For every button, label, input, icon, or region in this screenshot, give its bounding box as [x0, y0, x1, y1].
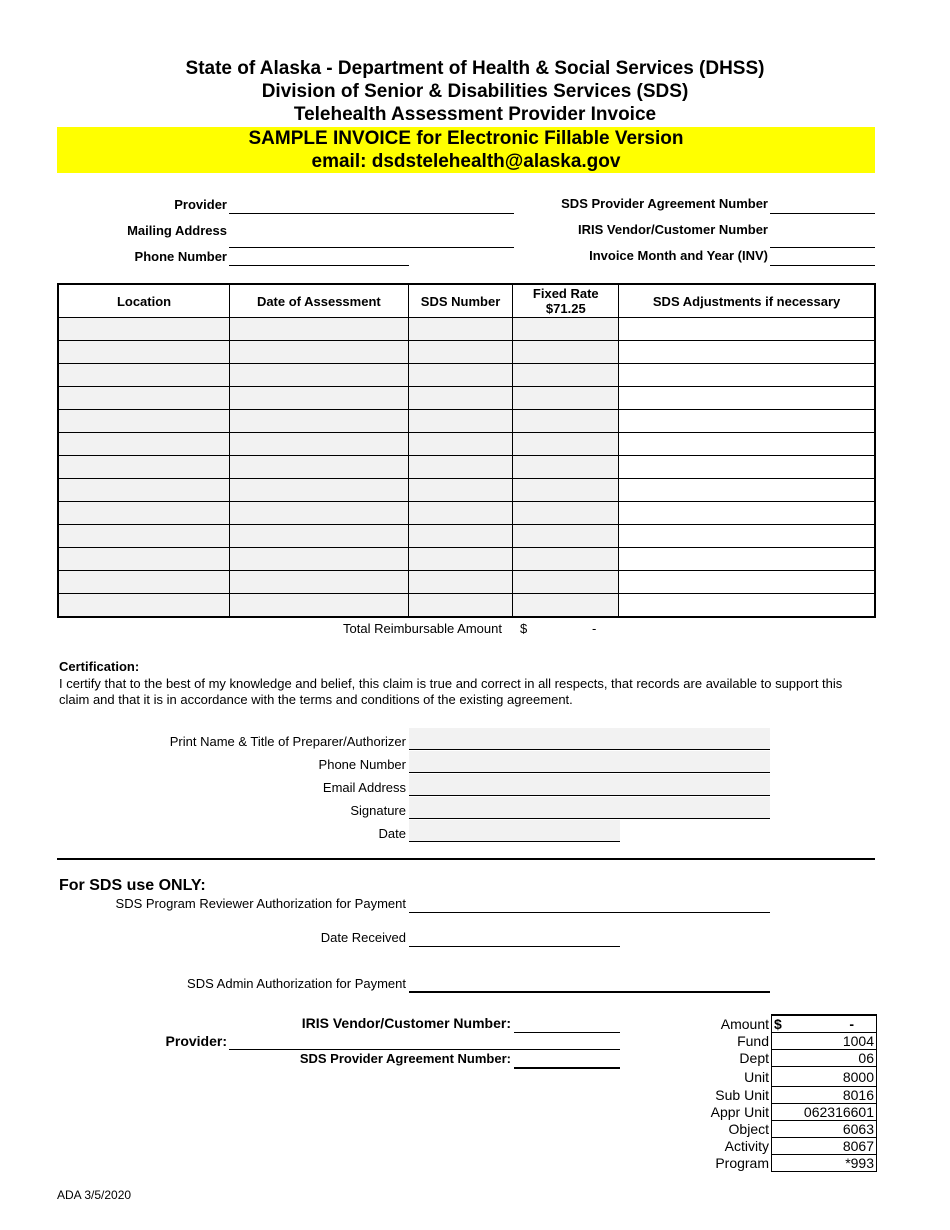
- adjustment-cell[interactable]: [619, 433, 875, 456]
- amount-row: [680, 1015, 877, 1033]
- rate-cell[interactable]: [513, 594, 619, 618]
- location-cell[interactable]: [58, 548, 230, 571]
- amount-label: Amount: [720, 1015, 769, 1032]
- adjustment-cell[interactable]: [619, 548, 875, 571]
- fund-value: 1004: [772, 1033, 877, 1050]
- rate-cell[interactable]: [513, 364, 619, 387]
- col-location: Location: [58, 284, 230, 318]
- iris-vendor-label: IRIS Vendor/Customer Number: [578, 222, 768, 237]
- table-row: [58, 456, 875, 479]
- invoice-month-label: Invoice Month and Year (INV): [589, 248, 768, 263]
- sds-number-cell[interactable]: [408, 548, 513, 571]
- invoice-table: [57, 283, 876, 618]
- appr-unit-value: 062316601: [772, 1104, 877, 1121]
- table-row: [58, 387, 875, 410]
- amount-value: -: [849, 1016, 854, 1032]
- header-line-3: Telehealth Assessment Provider Invoice: [293, 104, 657, 125]
- table-row: [58, 341, 875, 364]
- rate-cell[interactable]: [513, 525, 619, 548]
- sds-iris-input[interactable]: [514, 1032, 620, 1033]
- sds-number-cell[interactable]: [408, 364, 513, 387]
- preparer-phone-label: Phone Number: [318, 757, 406, 772]
- sds-number-cell[interactable]: [408, 433, 513, 456]
- rate-cell[interactable]: [513, 433, 619, 456]
- table-row: [58, 594, 875, 618]
- date-cell[interactable]: [230, 318, 409, 341]
- object-value: 6063: [772, 1121, 877, 1138]
- dept-value: 06: [772, 1050, 877, 1067]
- iris-vendor-input[interactable]: [770, 247, 875, 248]
- col-fixed-rate: [513, 284, 619, 318]
- location-cell[interactable]: [58, 594, 230, 618]
- date-received-input[interactable]: [409, 946, 620, 947]
- subunit-value: 8016: [772, 1087, 877, 1104]
- fixed-rate-label: Fixed Rate: [532, 286, 599, 301]
- subunit-label: Sub Unit: [715, 1087, 769, 1103]
- sds-provider-input[interactable]: [229, 1049, 620, 1050]
- date-cell[interactable]: [230, 479, 409, 502]
- signature-label: Signature: [350, 803, 406, 818]
- fixed-rate-value: $71.25: [545, 301, 586, 316]
- adjustment-cell[interactable]: [619, 479, 875, 502]
- sds-number-cell[interactable]: [408, 571, 513, 594]
- certification-title: Certification:: [59, 659, 140, 674]
- sds-provider-label: Provider:: [165, 1033, 227, 1049]
- rate-cell[interactable]: [513, 318, 619, 341]
- location-cell[interactable]: [58, 571, 230, 594]
- banner-title: SAMPLE INVOICE for Electronic Fillable Version: [248, 128, 684, 149]
- activity-label: Activity: [724, 1138, 769, 1154]
- date-received-label: Date Received: [320, 930, 406, 945]
- sds-agreement-input[interactable]: [514, 1067, 620, 1069]
- adjustment-cell[interactable]: [619, 525, 875, 548]
- signature-input[interactable]: [409, 797, 770, 819]
- reviewer-auth-label: SDS Program Reviewer Authorization for Payment: [115, 896, 406, 911]
- adjustment-cell[interactable]: [619, 502, 875, 525]
- date-cell[interactable]: [230, 571, 409, 594]
- appr-unit-row: [680, 1104, 877, 1121]
- total-amount-label: Total Reimbursable Amount: [343, 621, 502, 636]
- form-version: ADA 3/5/2020: [57, 1188, 132, 1202]
- date-input[interactable]: [409, 820, 620, 842]
- date-cell[interactable]: [230, 456, 409, 479]
- date-cell[interactable]: [230, 341, 409, 364]
- table-row: [58, 479, 875, 502]
- location-cell[interactable]: [58, 502, 230, 525]
- agreement-number-input[interactable]: [770, 213, 875, 214]
- admin-auth-label: SDS Admin Authorization for Payment: [187, 976, 406, 991]
- date-cell[interactable]: [230, 502, 409, 525]
- dept-label: Dept: [739, 1050, 769, 1066]
- preparer-name-input[interactable]: [409, 728, 770, 750]
- mailing-address-label: Mailing Address: [127, 223, 227, 238]
- rate-cell[interactable]: [513, 571, 619, 594]
- object-label: Object: [728, 1121, 769, 1137]
- sds-number-cell[interactable]: [408, 525, 513, 548]
- appr-unit-label: Appr Unit: [710, 1104, 769, 1120]
- unit-label: Unit: [744, 1068, 769, 1085]
- date-cell[interactable]: [230, 410, 409, 433]
- header-line-2: Division of Senior & Disabilities Services (SDS): [261, 81, 689, 102]
- preparer-email-label: Email Address: [322, 780, 406, 795]
- date-cell[interactable]: [230, 525, 409, 548]
- rate-cell[interactable]: [513, 387, 619, 410]
- activity-row: [680, 1138, 877, 1155]
- fund-label: Fund: [737, 1033, 769, 1049]
- sds-agreement-label: SDS Provider Agreement Number:: [299, 1051, 511, 1066]
- col-date-of-assessment: Date of Assessment: [230, 284, 409, 318]
- adjustment-cell[interactable]: [619, 364, 875, 387]
- adjustment-cell[interactable]: [619, 594, 875, 618]
- object-row: [680, 1121, 877, 1138]
- provider-label: Provider: [174, 197, 227, 212]
- sds-number-cell[interactable]: [408, 387, 513, 410]
- date-cell[interactable]: [230, 433, 409, 456]
- table-row: [58, 410, 875, 433]
- sds-number-cell[interactable]: [408, 318, 513, 341]
- table-row: [58, 548, 875, 571]
- sds-number-cell[interactable]: [408, 502, 513, 525]
- date-cell[interactable]: [230, 387, 409, 410]
- banner-email: email: dsdstelehealth@alaska.gov: [311, 151, 621, 172]
- table-row: [58, 525, 875, 548]
- location-cell[interactable]: [58, 525, 230, 548]
- rate-cell[interactable]: [513, 479, 619, 502]
- adjustment-cell[interactable]: [619, 387, 875, 410]
- adjustment-cell[interactable]: [619, 571, 875, 594]
- program-row: [680, 1155, 877, 1172]
- mailing-address-input[interactable]: [229, 247, 514, 248]
- program-value: *993: [772, 1155, 877, 1172]
- header-line-1: State of Alaska - Department of Health & Social Services (DHSS): [185, 58, 765, 79]
- phone-number-label: Phone Number: [134, 249, 227, 264]
- table-row: [58, 364, 875, 387]
- program-label: Program: [715, 1155, 769, 1171]
- adjustment-cell[interactable]: [619, 456, 875, 479]
- unit-row: [680, 1067, 877, 1087]
- col-sds-number: SDS Number: [408, 284, 513, 318]
- total-amount-currency: $: [520, 621, 528, 636]
- sds-use-title: For SDS use ONLY:: [59, 877, 206, 894]
- sds-number-cell[interactable]: [408, 456, 513, 479]
- table-row: [58, 433, 875, 456]
- date-label: Date: [378, 826, 406, 841]
- location-cell[interactable]: [58, 479, 230, 502]
- rate-cell[interactable]: [513, 456, 619, 479]
- adjustment-cell[interactable]: [619, 318, 875, 341]
- adjustment-cell[interactable]: [619, 410, 875, 433]
- date-cell[interactable]: [230, 594, 409, 618]
- amount-value-cell: [772, 1015, 877, 1033]
- preparer-phone-input[interactable]: [409, 751, 770, 773]
- preparer-name-label: Print Name & Title of Preparer/Authorizer: [169, 734, 406, 749]
- location-cell[interactable]: [58, 318, 230, 341]
- reviewer-auth-input[interactable]: [409, 912, 770, 913]
- location-cell[interactable]: [58, 410, 230, 433]
- sds-iris-label: IRIS Vendor/Customer Number:: [301, 1015, 511, 1031]
- date-cell[interactable]: [230, 364, 409, 387]
- rate-cell[interactable]: [513, 548, 619, 571]
- amount-currency: $: [774, 1016, 782, 1032]
- rate-cell[interactable]: [513, 341, 619, 364]
- admin-auth-input[interactable]: [409, 991, 770, 993]
- sds-number-cell[interactable]: [408, 341, 513, 364]
- subunit-row: [680, 1087, 877, 1104]
- location-cell[interactable]: [58, 456, 230, 479]
- section-divider: [57, 858, 875, 860]
- table-row: [58, 318, 875, 341]
- sds-number-cell[interactable]: [408, 594, 513, 618]
- table-row: [58, 571, 875, 594]
- accounting-table: [680, 1014, 877, 1172]
- invoice-month-input[interactable]: [770, 265, 875, 266]
- table-row: [58, 502, 875, 525]
- date-cell[interactable]: [230, 548, 409, 571]
- preparer-email-input[interactable]: [409, 774, 770, 796]
- unit-value: 8000: [772, 1067, 877, 1087]
- location-cell[interactable]: [58, 387, 230, 410]
- dept-row: [680, 1050, 877, 1067]
- certification-text: I certify that to the best of my knowledge and belief, this claim is true and correct in all respects, that records are available to support this claim and that it is in accordance with the terms and conditions of the existing agreement.: [59, 676, 843, 707]
- adjustment-cell[interactable]: [619, 341, 875, 364]
- fund-row: [680, 1033, 877, 1050]
- table-header-row: [58, 284, 875, 318]
- col-sds-adjustments: SDS Adjustments if necessary: [619, 284, 875, 318]
- sds-number-cell[interactable]: [408, 410, 513, 433]
- location-cell[interactable]: [58, 433, 230, 456]
- provider-input[interactable]: [229, 213, 514, 214]
- total-amount-value: -: [592, 621, 597, 636]
- activity-value: 8067: [772, 1138, 877, 1155]
- location-cell[interactable]: [58, 364, 230, 387]
- location-cell[interactable]: [58, 341, 230, 364]
- rate-cell[interactable]: [513, 502, 619, 525]
- rate-cell[interactable]: [513, 410, 619, 433]
- sds-number-cell[interactable]: [408, 479, 513, 502]
- agreement-number-label: SDS Provider Agreement Number: [561, 196, 768, 211]
- phone-number-input[interactable]: [229, 265, 409, 266]
